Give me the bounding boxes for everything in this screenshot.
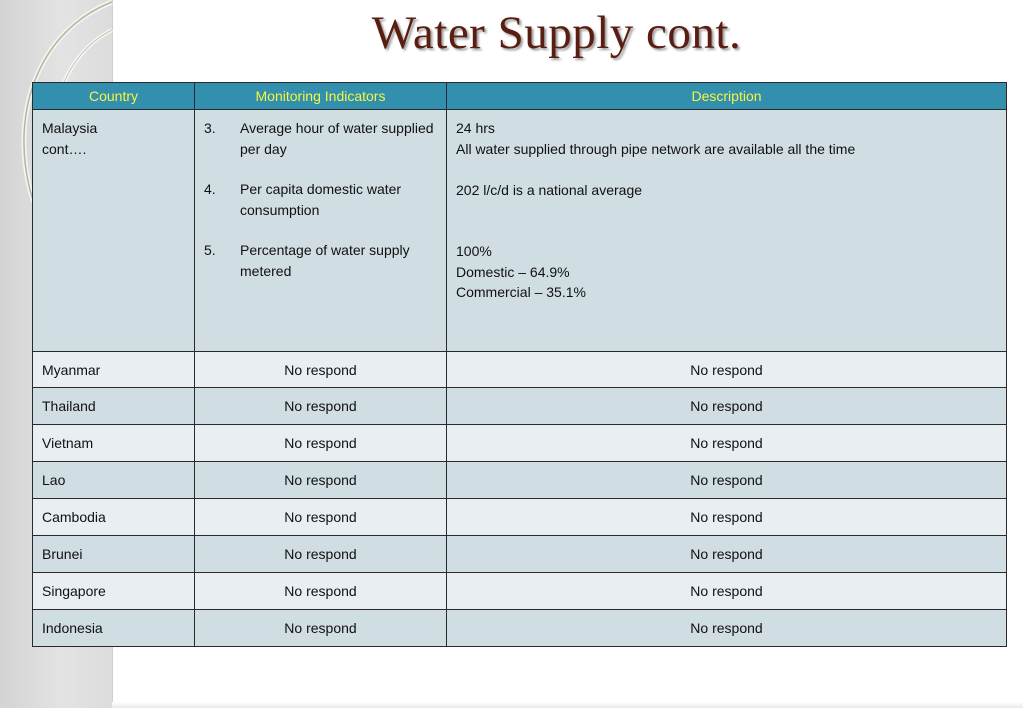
- cell-description: No respond: [447, 352, 1007, 388]
- table-row: [33, 352, 1007, 388]
- desc-network: All water supplied through pipe network are available all the time: [456, 140, 856, 157]
- cell-indicators: No respond: [195, 572, 447, 609]
- cell-country: Lao: [33, 461, 195, 498]
- slide-title: Water Supply cont.: [371, 7, 742, 59]
- cell-country: Brunei: [33, 535, 195, 572]
- water-supply-table: [32, 82, 1007, 647]
- cell-indicators: No respond: [195, 498, 447, 535]
- cell-indicators: No respond: [195, 424, 447, 461]
- indicator-item: [204, 240, 437, 281]
- slide-bottom-band: [112, 702, 1023, 708]
- cell-country: Singapore: [33, 572, 195, 609]
- cell-indicators: No respond: [195, 387, 447, 424]
- cell-country: Cambodia: [33, 498, 195, 535]
- cell-description: No respond: [447, 461, 1007, 498]
- indicator-item: [204, 179, 437, 220]
- cell-description: No respond: [447, 572, 1007, 609]
- cell-indicators: No respond: [195, 461, 447, 498]
- table-row: [33, 498, 1007, 535]
- table-row: [33, 609, 1007, 646]
- cell-country-malaysia: [33, 110, 195, 352]
- indicator-text: Percentage of water supply metered: [240, 242, 410, 279]
- desc-per-capita: 202 l/c/d is a national average: [456, 181, 643, 198]
- table-row: [33, 424, 1007, 461]
- indicator-number: 5.: [204, 242, 216, 258]
- cell-country: Myanmar: [33, 352, 195, 388]
- cell-indicators-malaysia: [195, 110, 447, 352]
- cell-description: No respond: [447, 387, 1007, 424]
- cell-indicators: No respond: [195, 609, 447, 646]
- indicator-text: Per capita domestic water consumption: [240, 181, 402, 218]
- desc-metered: 100%: [456, 243, 492, 259]
- table-row: [33, 387, 1007, 424]
- cell-country: Vietnam: [33, 424, 195, 461]
- indicator-list: [204, 118, 437, 281]
- country-malaysia: Malaysia: [42, 120, 98, 136]
- desc-commercial: Commercial – 35.1%: [456, 284, 586, 300]
- header-description: Description: [447, 83, 1007, 110]
- table-row: [33, 461, 1007, 498]
- indicator-number: 4.: [204, 181, 216, 197]
- desc-hours: 24 hrs: [456, 120, 495, 136]
- indicator-text: Average hour of water supplied per day: [240, 120, 434, 157]
- cell-description: No respond: [447, 498, 1007, 535]
- table-header-row: [33, 83, 1007, 110]
- cell-description: No respond: [447, 424, 1007, 461]
- cell-country: Indonesia: [33, 609, 195, 646]
- country-continued: cont….: [42, 140, 87, 157]
- table-row: [33, 535, 1007, 572]
- cell-indicators: No respond: [195, 352, 447, 388]
- header-monitoring-indicators: Monitoring Indicators: [195, 83, 447, 110]
- table-row: [33, 572, 1007, 609]
- table-row-malaysia: [33, 110, 1007, 352]
- cell-description: No respond: [447, 609, 1007, 646]
- desc-domestic: Domestic – 64.9%: [456, 263, 570, 280]
- indicator-number: 3.: [204, 120, 216, 136]
- indicator-item: [204, 118, 437, 159]
- cell-country: Thailand: [33, 387, 195, 424]
- header-country: Country: [33, 83, 195, 110]
- cell-description-malaysia: [447, 110, 1007, 352]
- cell-indicators: No respond: [195, 535, 447, 572]
- cell-description: No respond: [447, 535, 1007, 572]
